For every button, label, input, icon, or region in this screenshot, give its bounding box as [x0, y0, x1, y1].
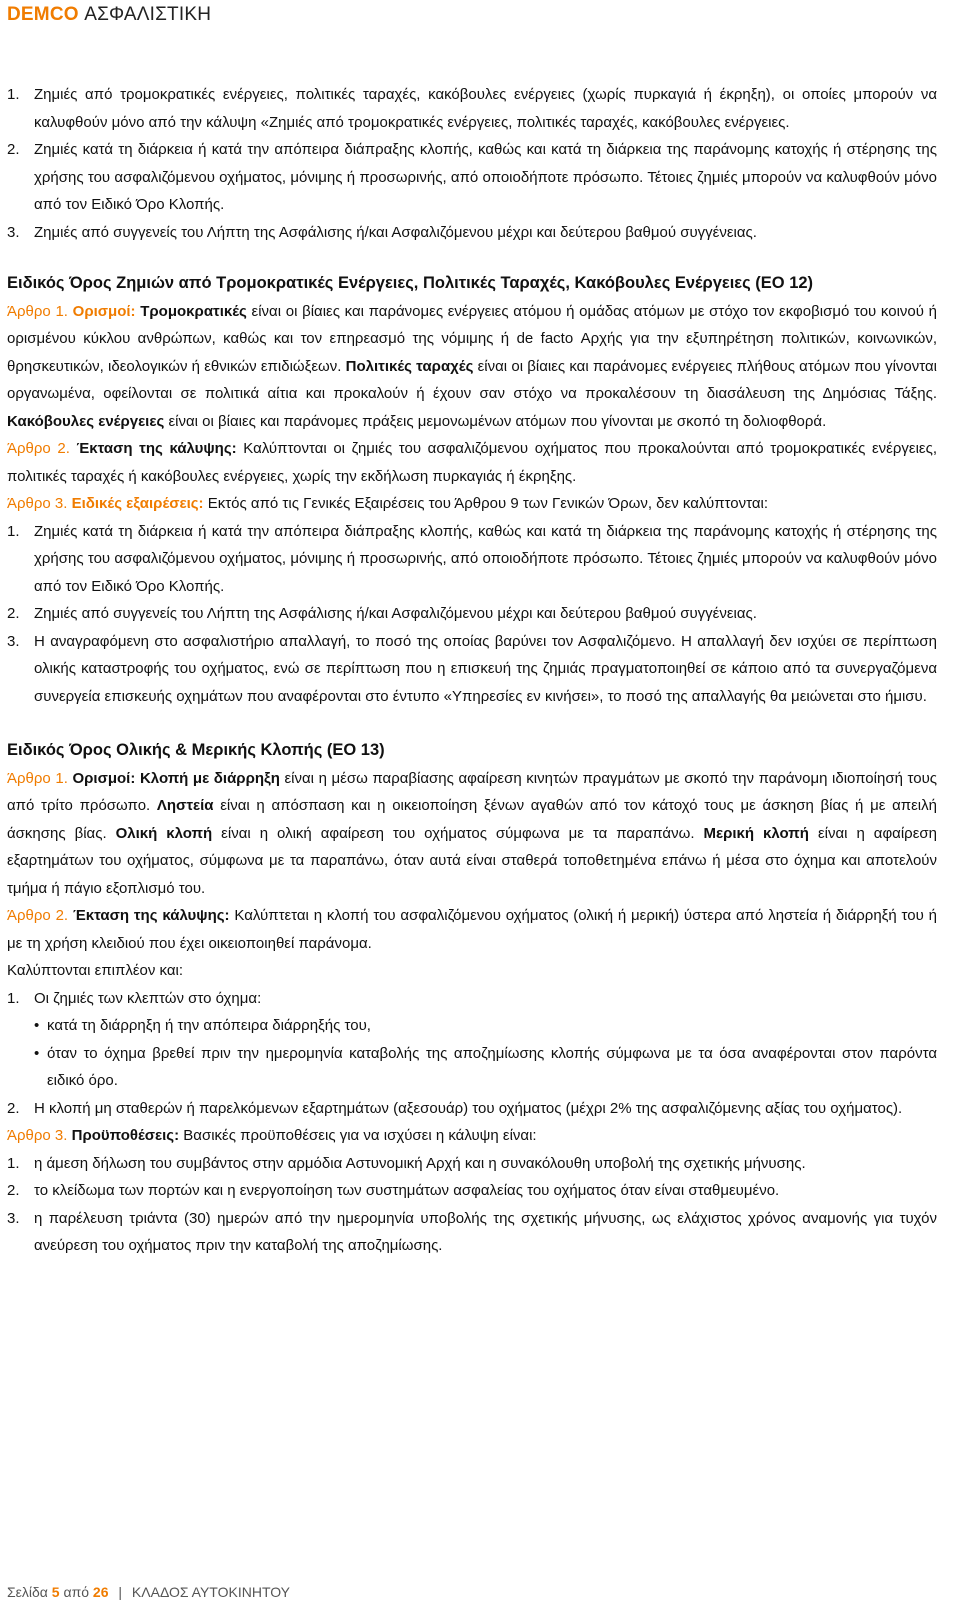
list-item: 1. η άμεση δήλωση του συμβάντος στην αρμόδια Αστυνομική Αρχή και η συνακόλουθη υποβολή της σχετικής μήνυσης.: [7, 1154, 806, 1172]
list-item: 1. Ζημιές από τρομοκρατικές ενέργειες, πολιτικές ταραχές, κακόβουλες ενέργειες (χωρίς πυρκαγιά ή έκρηξη), οι οποίες μπορούν να καλυφθούν μόνο από την κάλυψη «Ζημιές από τρομοκρατικές ενέργειες, πολιτικές ταραχές, κακόβουλες ενέργειες.: [7, 86, 937, 131]
list-item: 1. Ζημιές κατά τη διάρκεια ή κατά την απόπειρα διάπραξης κλοπής, καθώς και κατά τη διάρκεια της παράνομης κατοχής ή στέρησης της χρήσης του ασφαλιζόμενου οχήματος, μόνιμης ή προσωρινής, από οποιοδήποτε πρόσωπο. Τέτοιες ζημιές μπορούν να καλυφθούν μόνο από τον Ειδικό Όρο Κλοπής.: [7, 522, 937, 595]
list-item: 2. Η κλοπή μη σταθερών ή παρελκόμενων εξαρτημάτων (αξεσουάρ) του οχήματος (μέχρι 2% της ασφαλιζόμενης αξίας του οχήματος).: [7, 1099, 903, 1117]
page-footer: [7, 1584, 290, 1600]
exclusions-list: [7, 81, 937, 246]
list-item: 2. Ζημιές από συγγενείς του Λήπτη της Ασφάλισης ή/και Ασφαλιζόμενου μέχρι και δεύτερου βαθμού συγγένειας.: [7, 605, 757, 622]
page-number: 5: [51, 1584, 60, 1600]
brand-subtitle: ΑΣΦΑΛΙΣΤΙΚΗ: [84, 4, 212, 25]
eo13-additional-coverage: Καλύπτονται επιπλέον και:: [7, 962, 184, 979]
eo12-article-1: Άρθρο 1. Ορισμοί: Τρομοκρατικές είναι οι βίαιες και παράνομες ενέργειες ατόμου ή ομάδας ατόμων με στόχο τον εκφοβισμό του κοινού ή ορισμένου κύκλου ανθρώπων, καθώς και τον επηρεασμό της νόμιμης ή de facto Αρχής για την εξυπηρέτηση πολιτικών, κοινωνικών, θρησκευτικών, ιδεολογικών ή εθνικών επιδιώξεων. Πολιτικές ταραχές είναι οι βίαιες και παράνομες ενέργειες πλήθους ατόμων που γίνονται οργανωμένα, οφείλονται σε πολιτικά αίτια και προκαλούν ή έχουν σαν στόχο να προκαλέσουν τη διασάλευση της Δημόσιας Τάξης. Κακόβουλες ενέργειες είναι οι βίαιες και παράνομες πράξεις μεμονωμένων ατόμων που γίνονται με σκοπό τη δολιοφθορά.: [7, 302, 937, 430]
list-item: 2. Ζημιές κατά τη διάρκεια ή κατά την απόπειρα διάπραξης κλοπής, καθώς και κατά τη διάρκεια της παράνομης κατοχής ή στέρησης της χρήσης του ασφαλιζόμενου οχήματος, μόνιμης ή προσωρινής, από οποιοδήποτε πρόσωπο. Τέτοιες ζημιές μπορούν να καλυφθούν μόνο από τον Ειδικό Όρο Κλοπής.: [7, 141, 937, 213]
bullet-icon: •: [34, 1044, 40, 1062]
section-title-eo12: Ειδικός Όρος Ζημιών από Τρομοκρατικές Ενέργειες, Πολιτικές Ταραχές, Κακόβουλες Ενέργειες (ΕΟ 12): [7, 274, 814, 292]
list-item: 3. η παρέλευση τριάντα (30) ημερών από την ημερομηνία υποβολής της σχετικής μήνυσης, ως ελάχιστος χρόνος αναμονής για τυχόν ανεύρεση του οχήματος πριν την καταβολή της αποζημίωσης.: [7, 1209, 937, 1254]
eo13-article-2: Άρθρο 2. Έκταση της κάλυψης: Καλύπτεται η κλοπή του ασφαλιζόμενου οχήματος (ολική ή μερική) ύστερα από ληστεία ή διάρρηξή του ή με τη χρήση κλειδιού που έχει οικειοποιηθεί παράνομα.: [7, 907, 937, 952]
page-word: Σελίδα: [7, 1584, 48, 1600]
eo13-article-1: Άρθρο 1. Ορισμοί: Κλοπή με διάρρηξη είναι η μέσω παραβίασης αφαίρεση κινητών πραγμάτων με σκοπό την παράνομη ιδιοποίησή τους από τρίτο πρόσωπο. Ληστεία είναι η απόσπαση και η οικειοποίηση ξένων αγαθών από τον κάτοχό τους με άσκηση βίας ή με απειλή άσκησης βίας. Ολική κλοπή είναι η ολική αφαίρεση του οχήματος σύμφωνα με τα παραπάνω. Μερική κλοπή είναι η αφαίρεση εξαρτημάτων του οχήματος, σύμφωνα με τα παραπάνω, όταν αυτά είναι σταθερά τοποθετημένα επάνω ή μέσα στο όχημα και αποτελούν τμήμα ή πάγιο εξοπλισμό του.: [7, 769, 938, 897]
eo13-coverage-list: [7, 985, 937, 1123]
list-item: 1. Οι ζημιές των κλεπτών στο όχημα:: [7, 989, 262, 1007]
eo12-article-2: Άρθρο 2. Έκταση της κάλυψης: Καλύπτονται οι ζημιές του ασφαλιζόμενου οχήματος που προκαλούνται από τρομοκρατικές ενέργειες, πολιτικές ταραχές ή κακόβουλες ενέργειες, χωρίς την εκδήλωση πυρκαγιάς ή έκρηξης.: [7, 440, 937, 485]
eo12-article-3: Άρθρο 3. Ειδικές εξαιρέσεις: Εκτός από τις Γενικές Εξαιρέσεις του Άρθρου 9 των Γενικών Όρων, δεν καλύπτονται:: [7, 495, 768, 512]
bullet-icon: •: [34, 1017, 40, 1034]
eo13-article-3: Άρθρο 3. Προϋποθέσεις: Βασικές προϋποθέσεις για να ισχύσει η κάλυψη είναι:: [7, 1127, 537, 1144]
footer-section: ΚΛΑΔΟΣ ΑΥΤΟΚΙΝΗΤΟΥ: [131, 1584, 291, 1600]
of-word: από: [63, 1584, 90, 1600]
page-total: 26: [92, 1584, 109, 1600]
footer-separator: |: [118, 1584, 123, 1600]
eo13-conditions-list: [7, 1150, 937, 1260]
list-item: 3. Η αναγραφόμενη στο ασφαλιστήριο απαλλαγή, το ποσό της οποίας βαρύνει τον Ασφαλιζόμενο. Η απαλλαγή δεν ισχύει σε περίπτωση ολικής καταστροφής του οχήματος, ενώ σε περίπτωση που η επισκευή της ζημιάς πραγματοποιηθεί σε κάποιο από τα συνεργαζόμενα συνεργεία επισκευής οχημάτων που αναφέρονται στο έντυπο «Υπηρεσίες εν κινήσει», το ποσό της απαλλαγής θα μειώνεται στο ήμισυ.: [7, 632, 937, 705]
bullet-item: • όταν το όχημα βρεθεί πριν την ημερομηνία καταβολής της αποζημίωσης κλοπής σύμφωνα με τα όσα αναφέρονται στον παρόντα ειδικό όρο.: [7, 1040, 937, 1095]
section-title-eo13: Ειδικός Όρος Ολικής & Μερικής Κλοπής (ΕΟ 13): [7, 741, 385, 759]
page-header: [7, 4, 211, 26]
list-item: 3. Ζημιές από συγγενείς του Λήπτη της Ασφάλισης ή/και Ασφαλιζόμενου μέχρι και δεύτερου βαθμού συγγένειας.: [7, 223, 757, 241]
list-item: 2. το κλείδωμα των πορτών και η ενεργοποίηση των συστημάτων ασφαλείας του οχήματος όταν είναι σταθμευμένο.: [7, 1182, 780, 1199]
document-body: [7, 81, 937, 1260]
bullet-item: • κατά τη διάρρηξη ή την απόπειρα διάρρηξής του,: [7, 1012, 937, 1040]
eo12-exclusions-list: [7, 518, 937, 711]
brand-logo: DEMCO: [7, 4, 79, 25]
